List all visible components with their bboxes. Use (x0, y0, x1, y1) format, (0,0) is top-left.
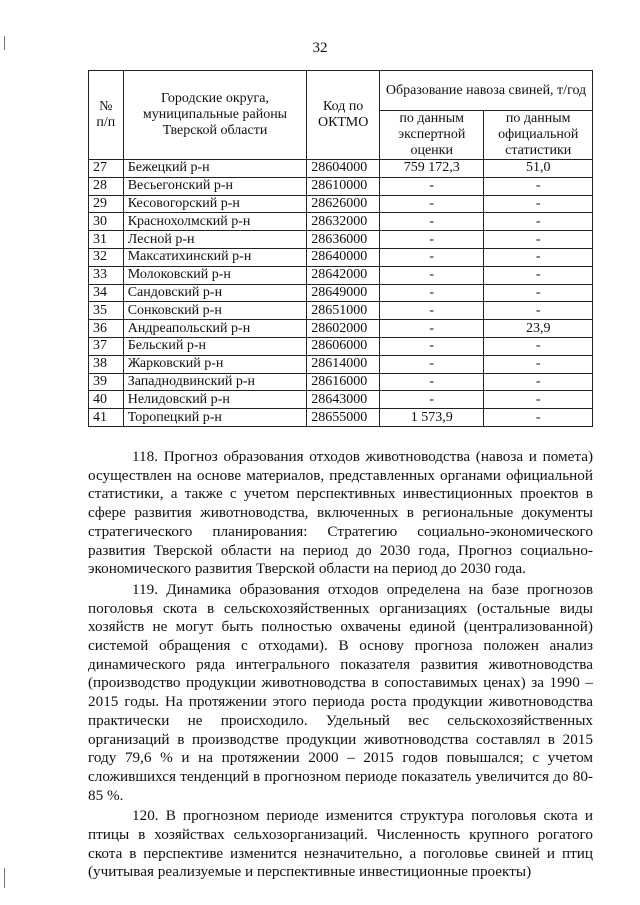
row-district-name: Торопецкий р-н (123, 409, 307, 427)
row-official-value: - (484, 337, 593, 355)
table-row (89, 266, 593, 284)
header-num: № п/п (89, 71, 124, 160)
table-row (89, 302, 593, 320)
row-oktmo-code: 28649000 (307, 284, 380, 302)
row-expert-value: - (380, 355, 484, 373)
header-code: Код по ОКТМО (307, 71, 380, 160)
row-oktmo-code: 28606000 (307, 337, 380, 355)
row-expert-value: - (380, 302, 484, 320)
row-number: 36 (89, 320, 124, 338)
row-official-value: - (484, 409, 593, 427)
row-official-value: - (484, 195, 593, 213)
row-oktmo-code: 28655000 (307, 409, 380, 427)
row-number: 41 (89, 409, 124, 427)
row-oktmo-code: 28643000 (307, 391, 380, 409)
row-expert-value: - (380, 213, 484, 231)
table-row (89, 248, 593, 266)
header-expert: по данным экспертной оценки (380, 111, 484, 160)
row-expert-value: - (380, 337, 484, 355)
table-row (89, 373, 593, 391)
table-body (89, 160, 593, 427)
row-official-value: - (484, 177, 593, 195)
page-number: 32 (312, 40, 328, 56)
table-row (89, 213, 593, 231)
row-oktmo-code: 28632000 (307, 213, 380, 231)
row-official-value: - (484, 213, 593, 231)
row-number: 31 (89, 231, 124, 249)
table-row (89, 231, 593, 249)
table-row (89, 337, 593, 355)
row-district-name: Нелидовский р-н (123, 391, 307, 409)
row-number: 37 (89, 337, 124, 355)
row-oktmo-code: 28626000 (307, 195, 380, 213)
row-number: 40 (89, 391, 124, 409)
row-district-name: Сандовский р-н (123, 284, 307, 302)
row-expert-value: - (380, 248, 484, 266)
table-row (89, 284, 593, 302)
scan-margin-mark (4, 868, 5, 888)
row-number: 28 (89, 177, 124, 195)
row-oktmo-code: 28610000 (307, 177, 380, 195)
row-official-value: - (484, 231, 593, 249)
row-oktmo-code: 28642000 (307, 266, 380, 284)
row-number: 29 (89, 195, 124, 213)
row-expert-value: - (380, 195, 484, 213)
row-district-name: Бежецкий р-н (123, 160, 307, 178)
table-row (89, 160, 593, 178)
row-number: 32 (89, 248, 124, 266)
row-official-value: 23,9 (484, 320, 593, 338)
header-group: Образование навоза свиней, т/год (380, 71, 593, 111)
row-number: 35 (89, 302, 124, 320)
row-oktmo-code: 28651000 (307, 302, 380, 320)
row-number: 30 (89, 213, 124, 231)
row-oktmo-code: 28616000 (307, 373, 380, 391)
row-official-value: - (484, 373, 593, 391)
row-district-name: Западнодвинский р-н (123, 373, 307, 391)
table-row (89, 409, 593, 427)
row-number: 34 (89, 284, 124, 302)
row-district-name: Весьегонский р-н (123, 177, 307, 195)
row-number: 27 (89, 160, 124, 178)
row-oktmo-code: 28614000 (307, 355, 380, 373)
row-official-value: - (484, 302, 593, 320)
table-row (89, 320, 593, 338)
row-district-name: Бельский р-н (123, 337, 307, 355)
row-expert-value: - (380, 231, 484, 249)
header-name: Городские округа, муниципальные районы Тверской области (123, 71, 307, 160)
row-expert-value: - (380, 177, 484, 195)
row-number: 38 (89, 355, 124, 373)
row-district-name: Жарковский р-н (123, 355, 307, 373)
row-official-value: - (484, 391, 593, 409)
table-row (89, 177, 593, 195)
row-district-name: Андреапольский р-н (123, 320, 307, 338)
row-expert-value: - (380, 391, 484, 409)
row-official-value: - (484, 248, 593, 266)
paragraph: 119. Динамика образования отходов определена на базе прогнозов поголовья скота в сельскохозяйственных организациях (остальные виды хозяйств не могут быть полностью охвачены единой (централизованной) системой обращения с отходами). В основу прогноза положен анализ динамического ряда интегрального показателя развития животноводства (производство продукции животноводства в сопоставимых ценах) за 1990 – 2015 годы. На протяжении этого периода роста продукции животноводства практически не происходило. Удельный вес сельскохозяйственных организаций в производстве продукции животноводства составлял в 2015 году 79,6 % и на протяжении 2000 – 2015 годов повышался; с учетом сложившихся тенденций в прогнозном периоде показатель увеличится до 80-85 %. (88, 580, 593, 804)
paragraph: 118. Прогноз образования отходов животноводства (навоза и помета) осуществлен на основе материалов, представленных органами официальной статистики, а также с учетом перспективных инвестиционных проектов в сфере развития животноводства, включенных в региональные документы стратегического планирования: Стратегию социально-экономического развития Тверской области на период до 2030 года, Прогноз социально-экономического развития Тверской области на период до 2030 года. (88, 448, 593, 578)
row-expert-value: - (380, 320, 484, 338)
row-expert-value: 1 573,9 (380, 409, 484, 427)
row-oktmo-code: 28602000 (307, 320, 380, 338)
row-expert-value: 759 172,3 (380, 160, 484, 178)
row-expert-value: - (380, 284, 484, 302)
row-district-name: Лесной р-н (123, 231, 307, 249)
row-oktmo-code: 28640000 (307, 248, 380, 266)
row-official-value: - (484, 266, 593, 284)
row-number: 33 (89, 266, 124, 284)
row-expert-value: - (380, 373, 484, 391)
district-data-table (88, 70, 593, 427)
row-expert-value: - (380, 266, 484, 284)
paragraph: 120. В прогнозном периоде изменится структура поголовья скота и птицы в хозяйствах сельхозорганизаций. Численность крупного рогатого скота в перспективе изменится незначительно, а поголовье свиней и птиц (учитывая реализуемые и перспективные инвестиционные проекты) (88, 807, 593, 881)
row-district-name: Молоковский р-н (123, 266, 307, 284)
row-oktmo-code: 28604000 (307, 160, 380, 178)
row-district-name: Сонковский р-н (123, 302, 307, 320)
row-district-name: Краснохолмский р-н (123, 213, 307, 231)
row-official-value: - (484, 355, 593, 373)
row-district-name: Кесовогорский р-н (123, 195, 307, 213)
table-row (89, 355, 593, 373)
row-official-value: 51,0 (484, 160, 593, 178)
body-text (88, 448, 593, 882)
table-row (89, 391, 593, 409)
row-district-name: Максатихинский р-н (123, 248, 307, 266)
row-number: 39 (89, 373, 124, 391)
header-official: по данным официальной статистики (484, 111, 593, 160)
row-official-value: - (484, 284, 593, 302)
row-oktmo-code: 28636000 (307, 231, 380, 249)
table-row (89, 195, 593, 213)
